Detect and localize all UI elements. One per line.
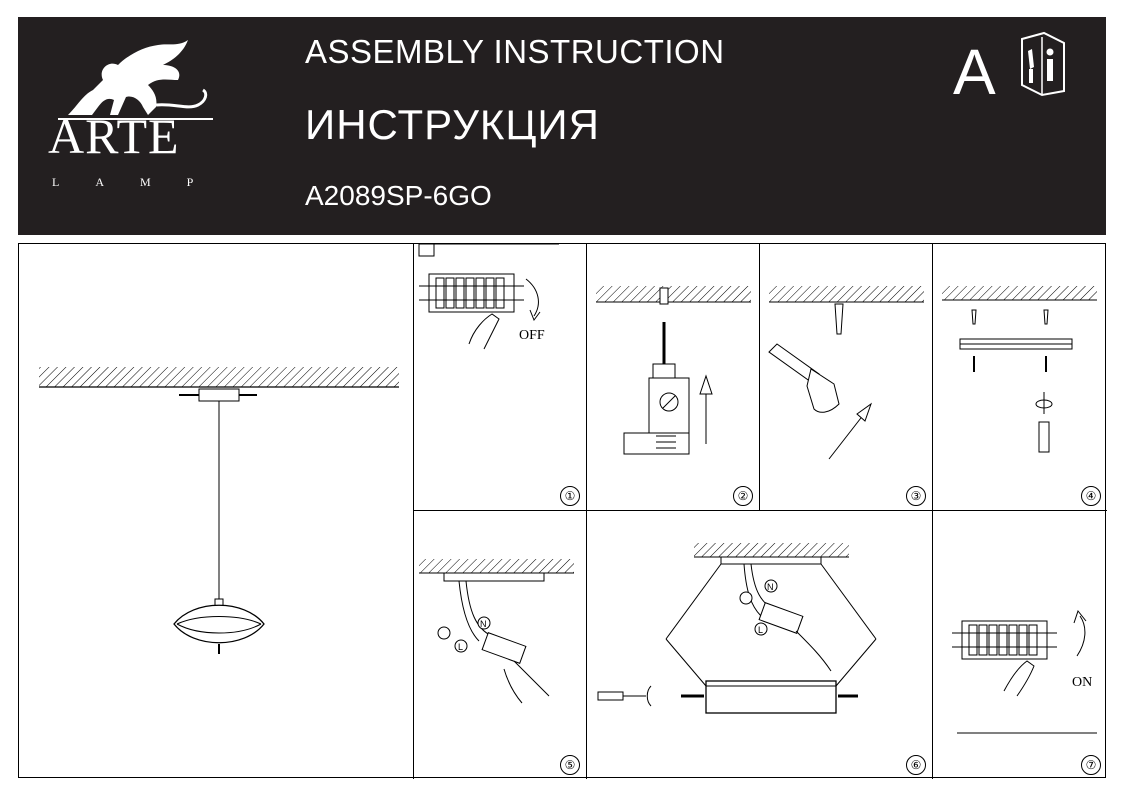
- step-6-panel: [586, 510, 933, 779]
- wire-label-l: L: [758, 625, 764, 635]
- language-letter: A: [953, 36, 996, 108]
- step-1-panel: [414, 244, 587, 511]
- step-number-6: ⑥: [906, 755, 926, 775]
- brand-subtitle: LAMP: [52, 175, 230, 189]
- wire-label-n: N: [767, 582, 774, 592]
- off-label: OFF: [519, 328, 545, 343]
- circuit-breaker-off-icon: [414, 244, 587, 511]
- info-manual-icon: [1018, 29, 1068, 99]
- step-number-2: ②: [733, 486, 753, 506]
- bracket-screwdriver-icon: [932, 244, 1107, 511]
- title-russian: ИНСТРУКЦИЯ: [305, 101, 600, 148]
- model-number: A2089SP-6GO: [305, 180, 492, 211]
- wire-label-l: L: [458, 642, 464, 652]
- step-7-panel: [932, 510, 1107, 779]
- wire-label-n: N: [480, 619, 487, 629]
- on-label: ON: [1072, 675, 1093, 690]
- instruction-area: [18, 243, 1106, 778]
- step-4-panel: [932, 244, 1107, 511]
- step-3-panel: [759, 244, 933, 511]
- title-english: ASSEMBLY INSTRUCTION: [305, 33, 725, 70]
- header-banner: [18, 17, 1106, 235]
- pendant-lamp-illustration: [19, 244, 414, 779]
- mounting-bracket-icon: [586, 244, 760, 511]
- step-5-panel: [414, 510, 587, 779]
- step-number-4: ④: [1081, 486, 1101, 506]
- overview-panel: [19, 244, 414, 779]
- step-2-panel: [586, 244, 760, 511]
- step-number-3: ③: [906, 486, 926, 506]
- brand-name: ARTE: [48, 108, 180, 164]
- step-number-5: ⑤: [560, 755, 580, 775]
- hammer-anchor-icon: [759, 244, 933, 511]
- lamp-mounting-icon: [586, 511, 933, 780]
- step-number-1: ①: [560, 486, 580, 506]
- wiring-connection-icon: [414, 511, 587, 780]
- circuit-breaker-on-icon: [932, 511, 1107, 780]
- step-number-7: ⑦: [1081, 755, 1101, 775]
